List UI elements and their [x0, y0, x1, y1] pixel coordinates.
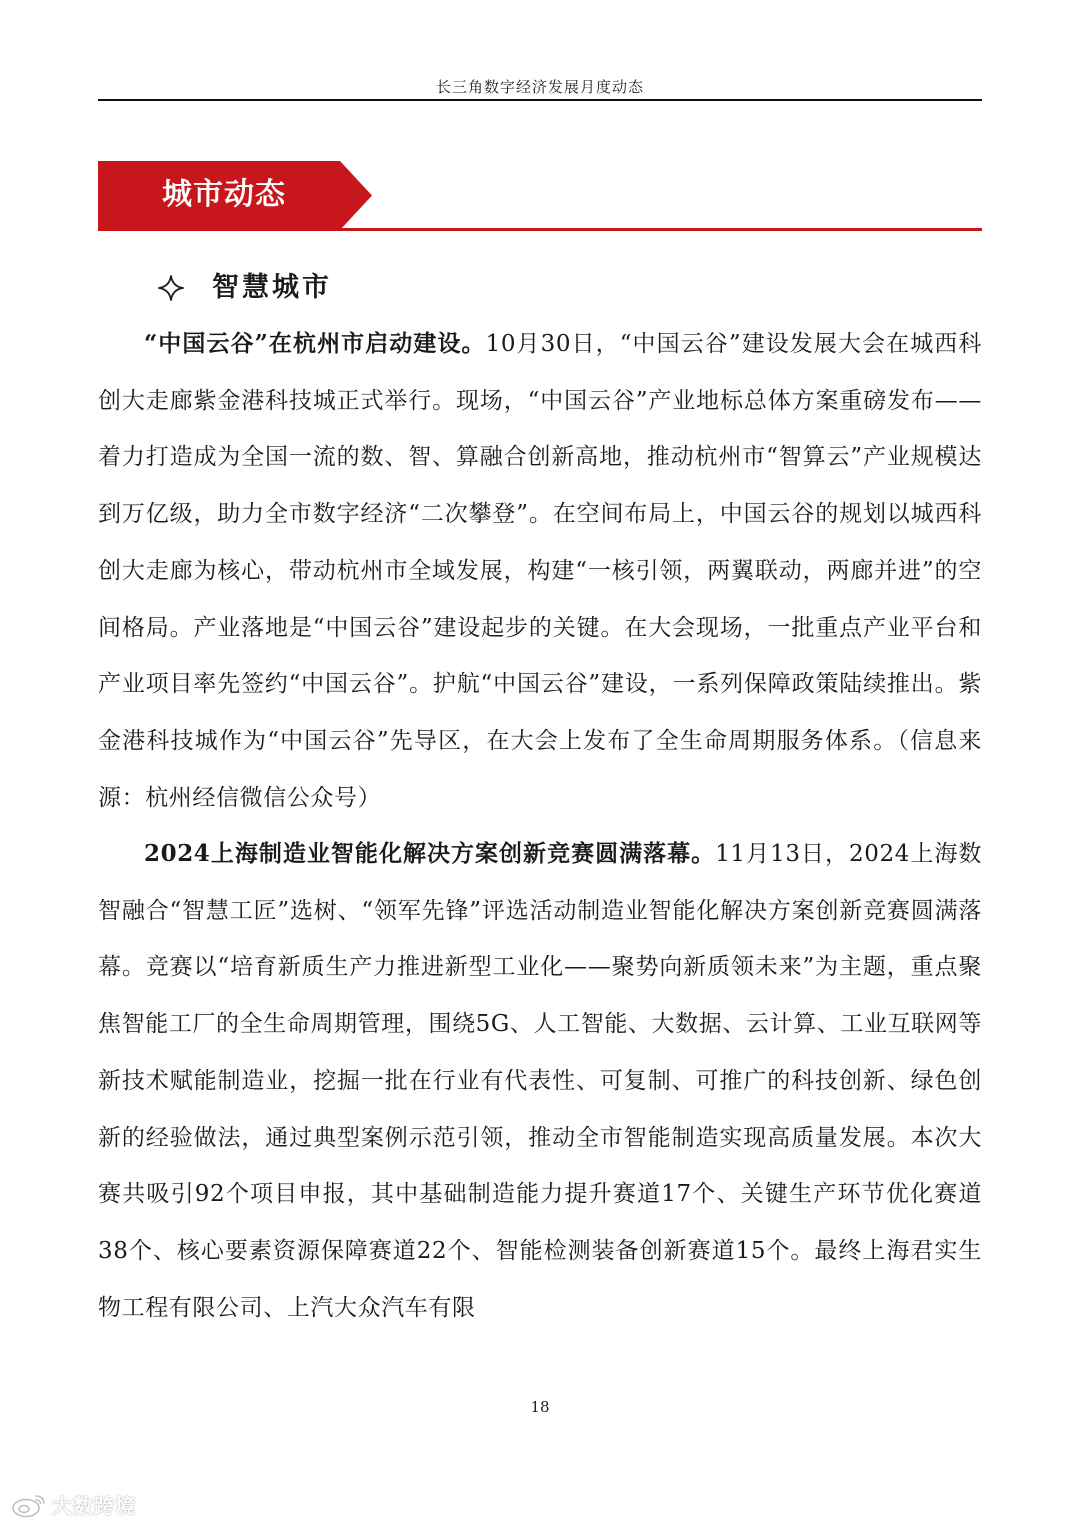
subheading [158, 268, 332, 308]
section-rule [98, 228, 982, 231]
running-header: 长三角数字经济发展月度动态 [435, 78, 644, 96]
watermark-text: 大数跨境 [52, 1494, 136, 1518]
article-title: 2024上海制造业智能化解决方案创新竞赛圆满落幕。 [144, 840, 716, 867]
watermark [10, 1490, 136, 1519]
article-paragraph [98, 316, 982, 826]
header-rule [98, 99, 982, 101]
article-title: “中国云谷”在杭州市启动建设。 [144, 330, 486, 357]
weibo-logo-icon [10, 1492, 48, 1518]
page-number: 18 [530, 1398, 550, 1416]
section-banner [98, 161, 372, 230]
article-paragraph [98, 826, 982, 1336]
section-title: 城市动态 [162, 177, 286, 212]
article-body: 10月30日，“中国云谷”建设发展大会在城西科创大走廊紫金港科技城正式举行。现场，“中国云谷”产业地标总体方案重磅发布——着力打造成为全国一流的数、智、算融合创新高地，推动杭州市“智算云”产业规模达到万亿级，助力全市数字经济“二次攀登”。在空间布局上，中国云谷的规划以城西科创大走廊为核心，带动杭州市全域发展，构建“一核引领，两翼联动，两廊并进”的空间格局。产业落地是“中国云谷”建设起步的关键。在大会现场，一批重点产业平台和产业项目率先签约“中国云谷”。护航“中国云谷”建设，一系列保障政策陆续推出。紫金港科技城作为“中国云谷”先导区，在大会上发布了全生命周期服务体系。（信息来源：杭州经信微信公众号） [98, 331, 982, 811]
article-body: 11月13日，2024上海数智融合“智慧工匠”选树、“领军先锋”评选活动制造业智能化解决方案创新竞赛圆满落幕。竞赛以“培育新质生产力推进新型工业化——聚势向新质领未来”为主题，重点聚焦智能工厂的全生命周期管理，围绕5G、人工智能、大数据、云计算、工业互联网等新技术赋能制造业，挖掘一批在行业有代表性、可复制、可推广的科技创新、绿色创新的经验做法，通过典型案例示范引领，推动全市智能制造实现高质量发展。本次大赛共吸引92个项目申报，其中基础制造能力提升赛道17个、关键生产环节优化赛道38个、核心要素资源保障赛道22个、智能检测装备创新赛道15个。最终上海君实生物工程有限公司、上汽大众汽车有限 [98, 841, 983, 1321]
four-point-star-icon [158, 275, 184, 301]
subheading-text: 智慧城市 [212, 272, 332, 303]
